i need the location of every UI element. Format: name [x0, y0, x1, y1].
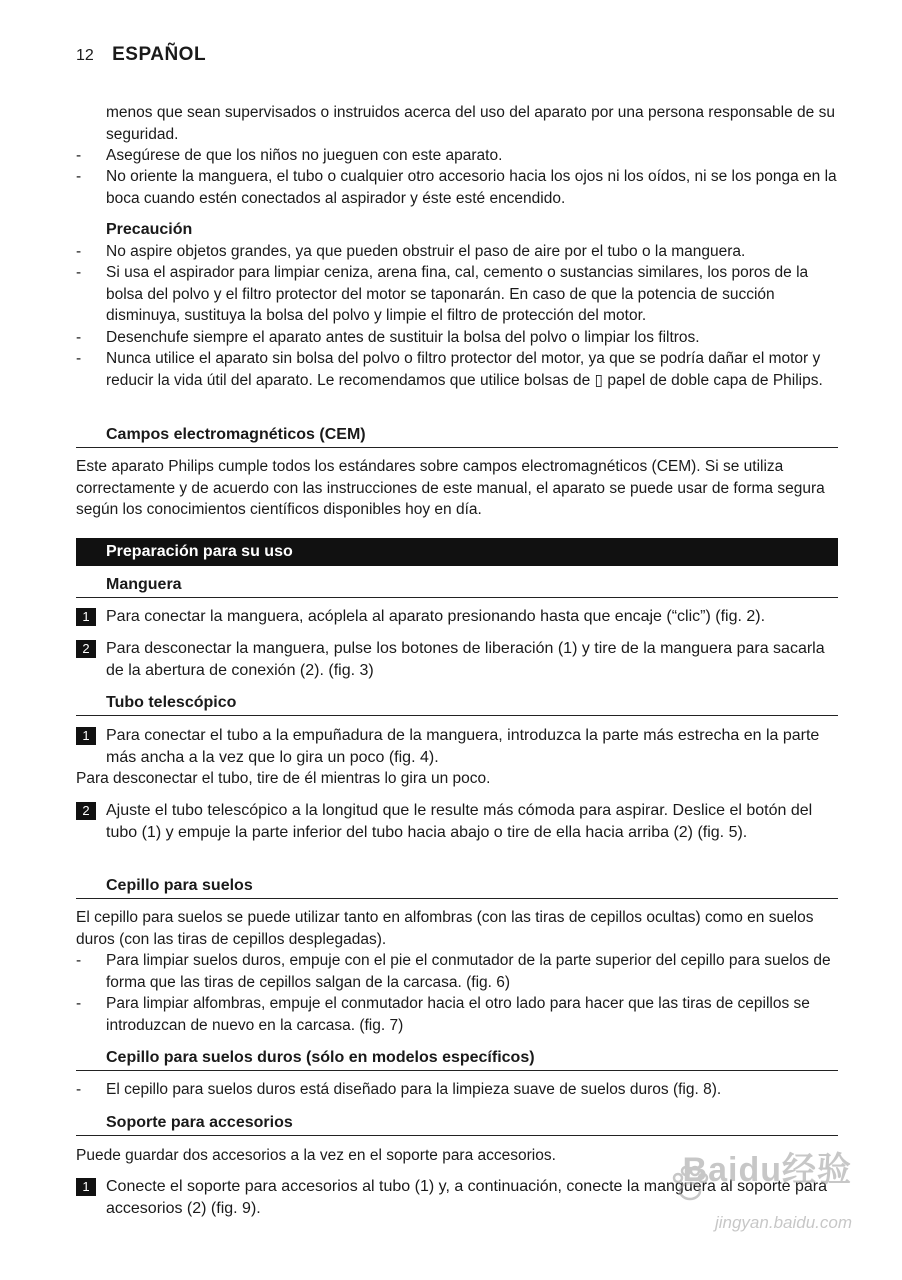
watermark-url: jingyan.baidu.com	[714, 1213, 852, 1232]
step-number: 2	[76, 640, 96, 658]
step-text: Para conectar la manguera, acóplela al aparato presionando hasta que encaje (“clic”) (fig. 2).	[106, 608, 766, 625]
step-text: Para desconectar la manguera, pulse los botones de liberación (1) y tire de la manguera para sacarla de la abertura de conexión (2). (fig. 3)	[106, 640, 825, 679]
floor-brush-text: El cepillo para suelos se puede utilizar tanto en alfombras (con las tiras de cepillos ocultas) como en suelos duros (con las tiras de cepillos desplegadas).	[76, 909, 814, 948]
step-number: 1	[76, 1178, 96, 1196]
baidu-watermark	[662, 1151, 852, 1255]
hard-floor-heading	[76, 1047, 838, 1071]
hard-floor-item: - El cepillo para suelos duros está diseñado para la limpieza suave de suelos duros (fig. 8).	[76, 1081, 722, 1098]
watermark-brand: Baidu经验	[682, 1151, 852, 1189]
emf-title: Campos electromagnéticos (CEM)	[106, 426, 366, 443]
hose-title: Manguera	[106, 576, 182, 593]
hose-heading	[76, 574, 838, 598]
hose-step	[76, 606, 840, 628]
emf-text: Este aparato Philips cumple todos los estándares sobre campos electromagnéticos (CEM). Si se utiliza correctamente y de acuerdo con las instrucciones de este manual, el aparato se puede usar de forma segura según los conocimientos científicos disponibles hoy en día.	[76, 458, 825, 518]
caution-title: Precaución	[106, 221, 193, 238]
holder-text: Puede guardar dos accesorios a la vez en el soporte para accesorios.	[76, 1147, 556, 1164]
step-number: 2	[76, 802, 96, 820]
caution-item: - Desenchufe siempre el aparato antes de sustituir la bolsa del polvo o limpiar los filtros.	[76, 329, 700, 346]
floor-brush-title: Cepillo para suelos	[106, 877, 253, 894]
intro-item: - No oriente la manguera, el tubo o cualquier otro accesorio hacia los ojos ni los oídos, ni se los ponga en la boca cuando estén conectados al aspirador y éste esté encendido.	[76, 168, 837, 207]
page-number: 12	[76, 47, 94, 64]
floor-brush-item: - Para limpiar alfombras, empuje el conmutador hacia el otro lado para hacer que las tiras de cepillos se introduzcan de nuevo en la carcasa. (fig. 7)	[76, 995, 810, 1034]
caution-item: - No aspire objetos grandes, ya que pueden obstruir el paso de aire por el tubo o la manguera.	[76, 243, 746, 260]
language-title: ESPAÑOL	[112, 44, 207, 65]
step-number: 1	[76, 608, 96, 626]
floor-brush-heading	[76, 875, 838, 899]
tube-step	[76, 725, 840, 769]
step-number: 1	[76, 727, 96, 745]
tube-heading	[76, 692, 838, 716]
step-text: Conecte el soporte para accesorios al tubo (1) y, a continuación, conecte la manguera al soporte para accesorios (2) (fig. 9).	[106, 1178, 828, 1217]
holder-title: Soporte para accesorios	[106, 1114, 293, 1131]
page-header	[76, 44, 206, 67]
tube-step	[76, 800, 840, 844]
step-text: Para conectar el tubo a la empuñadura de la manguera, introduzca la parte más estrecha en la parte más ancha a la vez que lo gira un poco (fig. 4).	[106, 727, 820, 766]
floor-brush-item: - Para limpiar suelos duros, empuje con el pie el conmutador de la parte superior del cepillo para suelos de forma que las tiras de cepillos salgan de la carcasa. (fig. 6)	[76, 952, 831, 991]
preparation-title: Preparación para su uso	[106, 543, 293, 560]
tube-title: Tubo telescópico	[106, 694, 237, 711]
hose-step	[76, 638, 840, 682]
preparation-section-bar	[76, 538, 838, 566]
hard-floor-title: Cepillo para suelos duros (sólo en modelos específicos)	[106, 1049, 535, 1066]
intro-item: - Asegúrese de que los niños no jueguen con este aparato.	[76, 147, 503, 164]
intro-continuation: menos que sean supervisados o instruidos acerca del uso del aparato por una persona responsable de su seguridad.	[106, 104, 835, 143]
caution-item: - Si usa el aspirador para limpiar ceniza, arena fina, cal, cemento o sustancias similares, los poros de la bolsa del polvo y el filtro protector del motor se taponarán. En caso de que la potencia de succión disminuya, sustituya la bolsa del polvo y limpie el filtro de protección del motor.	[76, 264, 809, 324]
tube-note: Para desconectar el tubo, tire de él mientras lo gira un poco.	[76, 770, 491, 787]
step-text: Ajuste el tubo telescópico a la longitud que le resulte más cómoda para aspirar. Deslice el botón del tubo (1) y empuje la parte inferior del tubo hacia abajo o tire de ella hacia arriba (2) (fig. 5).	[106, 802, 813, 841]
caution-item: - Nunca utilice el aparato sin bolsa del polvo o filtro protector del motor, ya que se podría dañar el motor y reducir la vida útil del aparato. Le recomendamos que utilice bolsas de ▯ papel de doble capa de Philips.	[76, 350, 823, 389]
emf-heading	[76, 424, 838, 448]
holder-heading	[76, 1112, 838, 1136]
